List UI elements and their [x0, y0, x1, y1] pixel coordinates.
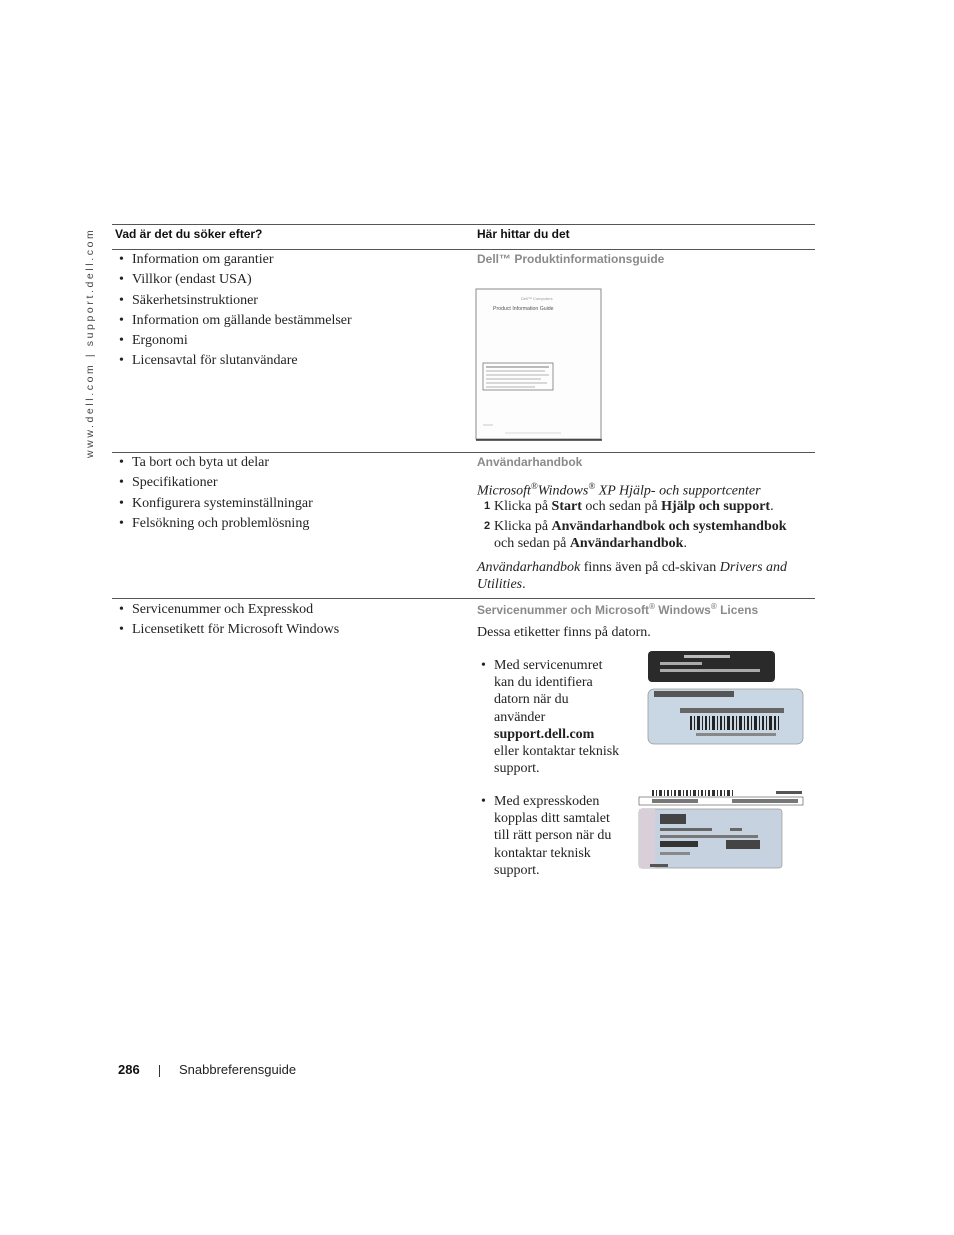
column-header-what: Vad är det du söker efter?: [115, 227, 263, 241]
user-guide-note: Användarhandbok finns även på cd-skivan Drivers and Utilities.: [477, 560, 788, 592]
list-item: • Information om garantier: [118, 251, 352, 271]
list-item: • Villkor (endast USA): [118, 271, 352, 291]
list-item: • Information om gällande bestämmelser: [118, 312, 352, 332]
list-item: • Konfigurera systeminställningar: [118, 495, 313, 515]
list-item: • Säkerhetsinstruktioner: [118, 292, 352, 312]
step-1: 1 Klicka på Start och sedan på Hjälp och support.: [484, 499, 774, 514]
service-tag-bullet: • Med servicenumret kan du identifiera datorn när du använder support.dell.com eller kontaktar teknisk support.: [481, 658, 620, 777]
list-item: • Servicenummer och Expresskod: [118, 601, 339, 621]
list-item: • Licensetikett för Microsoft Windows: [118, 621, 339, 641]
table-header-rule: [112, 249, 815, 250]
list-item: • Licensavtal för slutanvändare: [118, 352, 352, 372]
list-item: • Felsökning och problemlösning: [118, 515, 313, 535]
row1-list: [118, 251, 352, 373]
column-header-where: Här hittar du det: [477, 227, 570, 241]
step-2: 2 Klicka på Användarhandbok och systemhandbok och sedan på Användarhandbok.: [484, 519, 787, 551]
list-item: • Ergonomi: [118, 332, 352, 352]
list-item: • Specifikationer: [118, 474, 313, 494]
license-heading: Servicenummer och Microsoft® Windows® Licens: [477, 602, 759, 617]
row3-list: [118, 601, 339, 642]
cover-title: Product Information Guide: [493, 306, 554, 312]
service-tag-label-image: [646, 650, 806, 746]
express-code-bullet: • Med expresskoden kopplas ditt samtalet till rätt person när du kontaktar teknisk support.: [481, 794, 612, 878]
row2-list: [118, 454, 313, 535]
product-guide-cover-image: [475, 288, 603, 442]
cover-brand: Dell™ Computers: [521, 296, 553, 301]
labels-intro: Dessa etiketter finns på datorn.: [477, 625, 651, 640]
side-url: www.dell.com | support.dell.com: [84, 227, 96, 458]
footer-title: Snabbreferensguide: [179, 1062, 297, 1077]
page-number: 286: [118, 1062, 140, 1077]
express-code-label-image: [638, 788, 808, 876]
row-divider-2: [112, 598, 815, 599]
help-center-title: Microsoft®Windows® XP Hjälp- och supportcenter: [477, 481, 761, 499]
product-guide-heading: Dell™ Produktinformationsguide: [477, 252, 665, 266]
table-top-rule: [112, 224, 815, 225]
row-divider-1: [112, 452, 815, 453]
footer-separator: [159, 1065, 160, 1077]
list-item: • Ta bort och byta ut delar: [118, 454, 313, 474]
user-guide-heading: Användarhandbok: [477, 455, 583, 469]
